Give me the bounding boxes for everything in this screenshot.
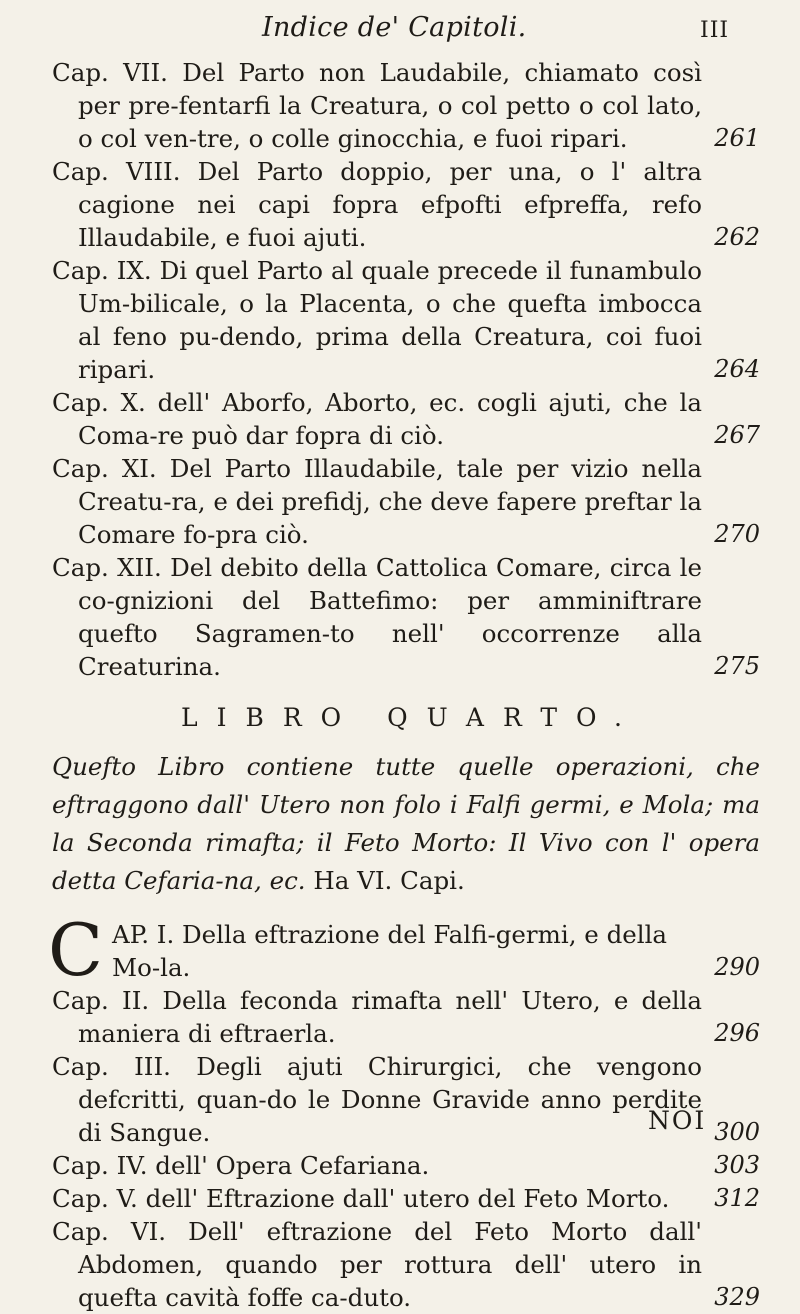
entry-text: Cap. XII. Del debito della Cattolica Comare, circa le co-gnizioni del Battefimo: per amminiftrare quefto Sagramen-to nell' occorrenze alla Creaturina. xyxy=(52,553,702,681)
entry-page-number: 290 xyxy=(714,953,760,981)
running-title: Indice de' Capitoli. xyxy=(262,12,527,43)
drop-cap: C xyxy=(48,908,104,992)
entry-text: Cap. IV. dell' Opera Cefariana. xyxy=(52,1151,430,1180)
entry-text: Cap. III. Degli ajuti Chirurgici, che vengono defcritti, quan-do le Donne Gravide anno perdite di Sangue. xyxy=(52,1052,702,1147)
index-entry xyxy=(52,56,760,155)
index-entry xyxy=(52,1215,760,1314)
entry-text: Cap. II. Della feconda rimafta nell' Utero, e della maniera di eftraerla. xyxy=(52,986,702,1048)
entry-page-number: 262 xyxy=(714,223,760,251)
catchword: NOI xyxy=(648,1106,707,1135)
entry-page-number: 312 xyxy=(714,1184,760,1212)
index-entry xyxy=(52,155,760,254)
entry-text: Cap. VII. Del Parto non Laudabile, chiamato così per pre-fentarfi la Creatura, o col petto o col lato, o col ven-tre, o colle ginocchia, e fuoi ripari. xyxy=(52,58,702,153)
entry-text: Cap. IX. Di quel Parto al quale precede il funambulo Um-bilicale, o la Placenta, o che quefta imbocca al feno pu-dendo, prima della Creatura, coi fuoi ripari. xyxy=(52,256,702,384)
index-entry xyxy=(52,1149,760,1182)
entry-page-number: 296 xyxy=(714,1019,760,1047)
book-description xyxy=(52,748,760,900)
entry-text: Cap. X. dell' Aborfo, Aborto, ec. cogli ajuti, che la Coma-re può dar fopra di ciò. xyxy=(52,388,702,450)
index-entry xyxy=(52,386,760,452)
entry-page-number: 261 xyxy=(714,124,760,152)
book-description-tail: Ha VI. Capi. xyxy=(313,866,465,895)
index-entry-first xyxy=(48,908,760,992)
page-header xyxy=(0,10,800,50)
index-entry xyxy=(52,254,760,386)
entry-text: AP. I. Della eftrazione del Falfi-germi, e della Mo-la. xyxy=(112,920,668,982)
index-entry xyxy=(52,984,760,1050)
entry-page-number: 303 xyxy=(714,1151,760,1179)
book-description-text: Quefto Libro contiene tutte quelle operazioni, che eftraggono dall' Utero non folo i Falfi germi, e Mola; ma la Seconda rimafta; il Feto Morto: Il Vivo con l' opera detta Cefaria-na, ec. xyxy=(52,752,760,895)
entry-page-number: 329 xyxy=(714,1283,760,1311)
index-entry xyxy=(52,551,760,683)
entry-text: Cap. V. dell' Eftrazione dall' utero del Feto Morto. xyxy=(52,1184,670,1213)
index-entry xyxy=(52,1182,760,1215)
entry-text: Cap. VI. Dell' eftrazione del Feto Morto dall' Abdomen, quando per rottura dell' utero in quefta cavità foffe ca-duto. xyxy=(52,1217,702,1312)
book-heading: LIBRO QUARTO. xyxy=(180,703,641,732)
entry-page-number: 275 xyxy=(714,652,760,680)
entry-page-number: 264 xyxy=(714,355,760,383)
entry-page-number: 270 xyxy=(714,520,760,548)
entry-page-number: 267 xyxy=(714,421,760,449)
entry-text: Cap. VIII. Del Parto doppio, per una, o l' altra cagione nei capi fopra efpofti efpreffa, refo Illaudabile, e fuoi ajuti. xyxy=(52,157,702,252)
index-entry xyxy=(52,452,760,551)
entry-text: Cap. XI. Del Parto Illaudabile, tale per vizio nella Creatu-ra, e dei prefidj, che deve fapere preftar la Comare fo-pra ciò. xyxy=(52,454,702,549)
entry-page-number: 300 xyxy=(714,1118,760,1146)
page-number: III xyxy=(700,18,730,43)
